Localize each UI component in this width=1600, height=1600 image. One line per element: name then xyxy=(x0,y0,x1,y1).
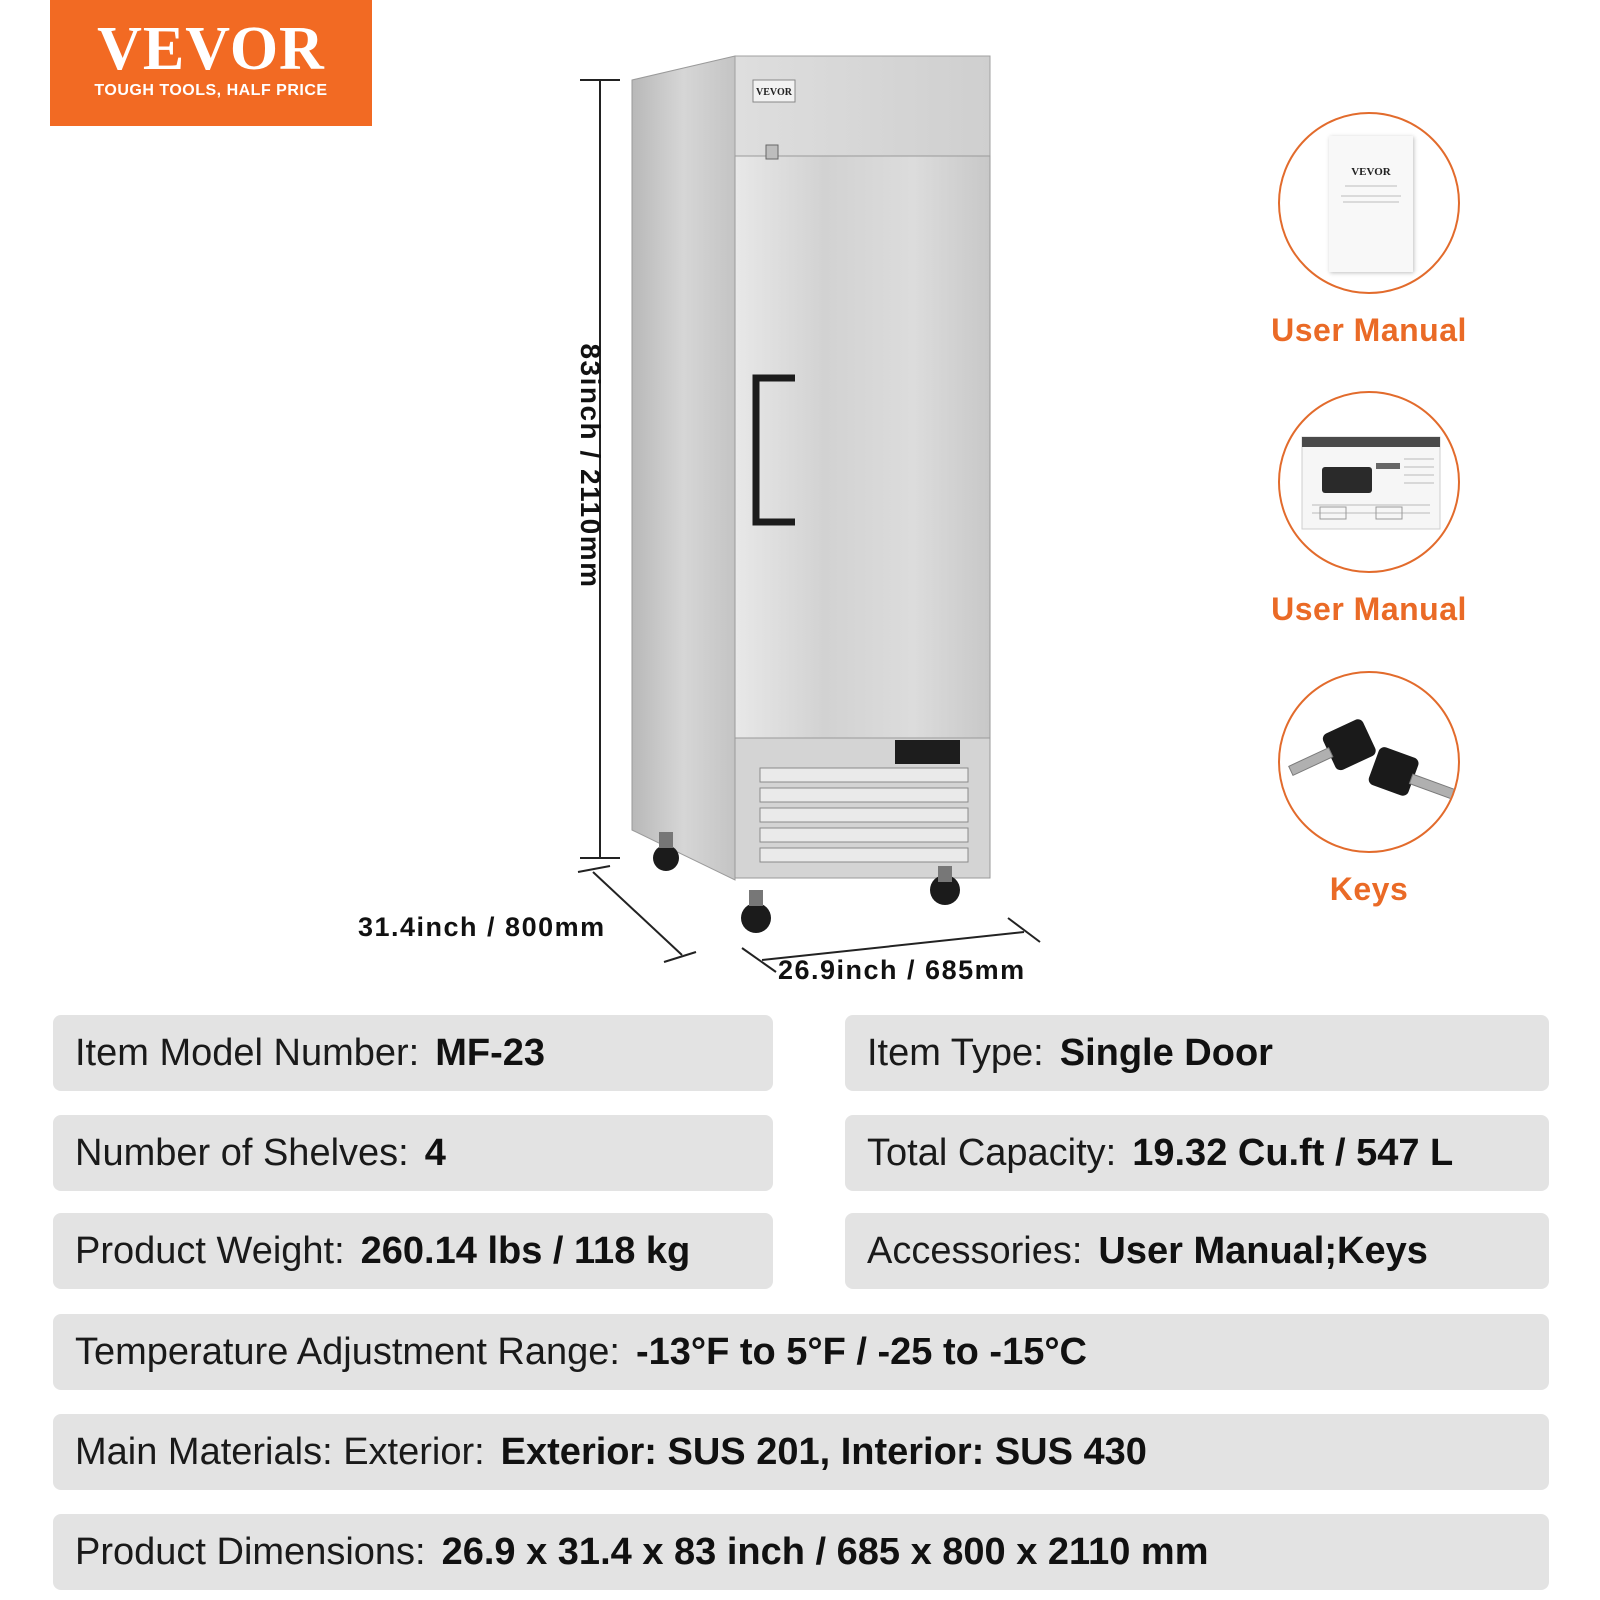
spec-label: Product Weight: xyxy=(75,1229,345,1272)
lock-icon xyxy=(766,145,778,159)
spec-value: Exterior: SUS 201, Interior: SUS 430 xyxy=(500,1430,1147,1473)
manual-icon xyxy=(1278,112,1460,294)
vent-grille xyxy=(760,768,968,862)
spec-main-materials xyxy=(53,1414,1549,1490)
accessory-label: User Manual xyxy=(1271,312,1467,348)
accessory-label: User Manual xyxy=(1271,591,1467,627)
keys-icon xyxy=(1278,671,1460,853)
freezer-illustration xyxy=(540,40,1060,1000)
spec-accessories xyxy=(845,1213,1549,1289)
controller-manual-icon xyxy=(1278,391,1460,573)
freezer-top-panel xyxy=(735,56,990,156)
accessory-label: Keys xyxy=(1329,871,1409,907)
spec-value: Single Door xyxy=(1059,1031,1273,1074)
spec-value: User Manual;Keys xyxy=(1098,1229,1428,1272)
spec-label: Main Materials: Exterior: xyxy=(75,1430,485,1473)
brand-name: VEVOR xyxy=(97,15,325,83)
control-display xyxy=(895,740,960,764)
spec-value: -13°F to 5°F / -25 to -15°C xyxy=(635,1330,1087,1373)
controller-manual-sheet xyxy=(1280,393,1458,571)
depth-dimension-label: 31.4inch / 800mm xyxy=(358,912,606,942)
spec-value: 19.32 Cu.ft / 547 L xyxy=(1132,1131,1454,1174)
freezer-side-panel xyxy=(632,56,735,880)
spec-label: Temperature Adjustment Range: xyxy=(75,1330,620,1373)
manual-booklet-title: VEVOR xyxy=(1351,166,1391,178)
height-dimension-label: 83inch / 2110mm xyxy=(575,343,606,589)
manual-text-lines xyxy=(1329,178,1413,268)
spec-number-of-shelves xyxy=(53,1115,773,1191)
brand-tagline: TOUGH TOOLS, HALF PRICE xyxy=(94,82,328,99)
spec-value: MF-23 xyxy=(435,1031,546,1074)
spec-label: Item Model Number: xyxy=(75,1031,420,1074)
accessory-controller-manual xyxy=(1239,391,1499,628)
freezer-door xyxy=(735,156,990,738)
spec-total-capacity xyxy=(845,1115,1549,1191)
spec-label: Total Capacity: xyxy=(867,1131,1117,1174)
manual-booklet xyxy=(1329,136,1413,272)
spec-item-model-number xyxy=(53,1015,773,1091)
keys-graphic xyxy=(1280,673,1458,851)
spec-label: Number of Shelves: xyxy=(75,1131,409,1174)
spec-label: Accessories: xyxy=(867,1229,1083,1272)
spec-label: Item Type: xyxy=(867,1031,1044,1074)
accessory-keys xyxy=(1239,671,1499,908)
nameplate-text: VEVOR xyxy=(756,87,792,98)
spec-product-dimensions xyxy=(53,1514,1549,1590)
width-dimension-label: 26.9inch / 685mm xyxy=(778,955,1026,985)
spec-value: 4 xyxy=(424,1131,446,1174)
spec-item-type xyxy=(845,1015,1549,1091)
spec-value: 26.9 x 31.4 x 83 inch / 685 x 800 x 2110 mm xyxy=(441,1530,1209,1573)
spec-product-weight xyxy=(53,1213,773,1289)
spec-label: Product Dimensions: xyxy=(75,1530,426,1573)
spec-temperature-range xyxy=(53,1314,1549,1390)
brand-logo xyxy=(50,0,372,126)
accessory-user-manual xyxy=(1239,112,1499,349)
spec-value: 260.14 lbs / 118 kg xyxy=(360,1229,691,1272)
